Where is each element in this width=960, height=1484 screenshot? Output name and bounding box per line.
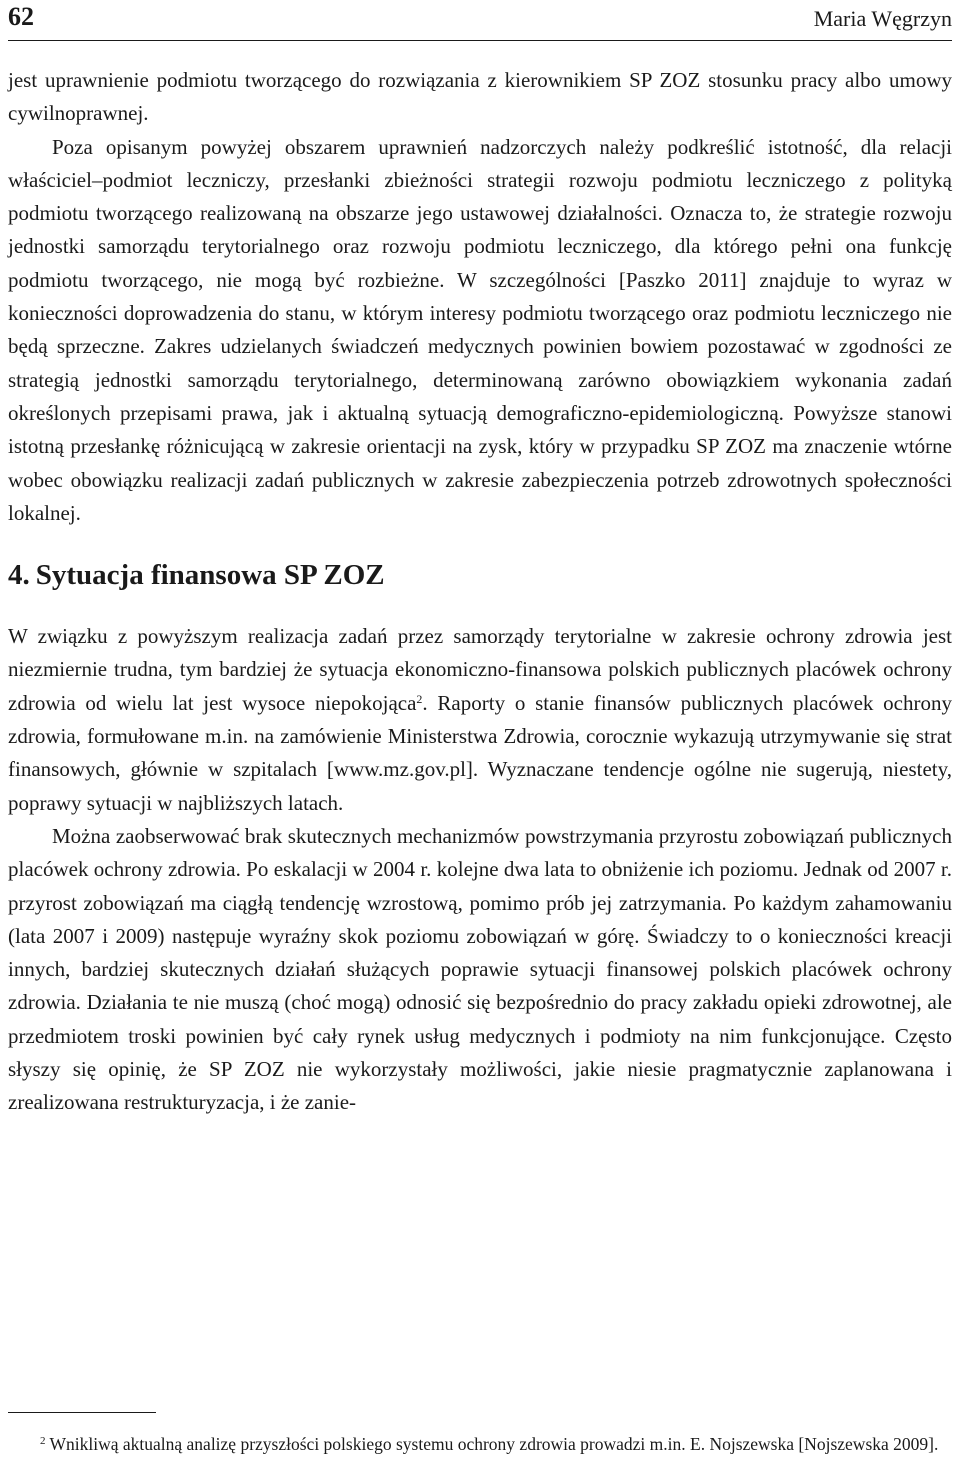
paragraph-liabilities: Można zaobserwować brak skutecznych mechanizmów powstrzymania przyrostu zobowiązań publicznych placówek ochrony zdrowia. Po eskalacji w 2004 r. kolejne dwa lata to obniżenie ich poziomu. Jednak od 2007 r. przyrost zobowiązań ma ciągłą tendencję wzrostową, pomimo prób jej zatrzymania. Po każdym zahamowaniu (lata 2007 i 2009) następuje wyraźny skok poziomu zobowiązań w górę. Świadczy to o konieczności kreacji innych, bardziej skutecznych działań służących poprawie sytuacji finansowej polskich placówek ochrony zdrowia. Działania te nie muszą (choć mogą) odnosić się bezpośrednio do pracy zakładu opieki zdrowotnej, ale przedmiotem troski powinien być cały rynek usług medycznych i podmioty na nim funkcjonujące. Często słyszy się opinię, że SP ZOZ nie wykorzystały możliwości, jakie niesie pragmatycznie zaplanowana i zrealizowana restrukturyzacja, i że zanie- [8,823,952,1115]
footnote-mark: 2 [40,1435,46,1447]
footnote [8,1428,952,1458]
section-heading [8,555,952,595]
footnote-reference: 2 [416,691,423,706]
paragraph-financial-situation [8,620,952,820]
page-number: 62 [8,2,34,31]
body-text [8,64,952,1120]
paragraph-text: W związku z powyższym realizacja zadań przez samorządy terytorialne w zakresie ochrony zdrowia jest niezmiernie trudna, tym bardziej że sytuacja ekonomiczno-finansowa polskich publicznych placówek ochrony zdrowia od wielu lat jest wysoce niepokojąca [8,624,952,715]
footnote-text: Wnikliwą aktualną analizę przyszłości polskiego systemu ochrony zdrowia prowadzi m.in. E. Nojszewska [Nojszewska 2009]. [49,1434,939,1454]
paragraph-text: . Raporty o stanie finansów publicznych placówek ochrony zdrowia, formułowane m.in. na zamówienie Ministerstwa Zdrowia, corocznie wykazują utrzymywanie się strat finansowych, głównie w szpitalach [www.mz.gov.pl]. Wyznaczane tendencje ogólne nie sugerują, niestety, poprawy sytuacji w najbliższych latach. [8,690,952,815]
section-title: Sytuacja finansowa SP ZOZ [35,559,385,592]
running-head-author: Maria Węgrzyn [813,6,952,31]
footnote-separator [8,1412,156,1413]
paragraph-supervision: Poza opisanym powyżej obszarem uprawnień nadzorczych należy podkreślić istotność, dla relacji właściciel–podmiot leczniczy, przesłanki zbieżności strategii rozwoju podmiotu leczniczego z polityką podmiotu tworzącego realizowaną na obszarze jego ustawowej działalności. Oznacza to, że strategie rozwoju jednostki samorządu terytorialnego oraz rozwoju podmiotu leczniczego, dla którego pełni ona funkcję podmiotu tworzącego, nie mogą być rozbieżne. W szczególności [Paszko 2011] znajduje to wyraz w konieczności doprowadzenia do stanu, w którym interesy podmiotu tworzącego oraz podmiotu leczniczego nie będą sprzeczne. Zakres udzielanych świadczeń medycznych powinien bowiem pozostawać w zgodności ze strategią jednostki samorządu terytorialnego, determinowaną zarówno obowiązkiem wykonania zadań określonych przepisami prawa, jak i aktualną sytuacją demograficzno-epidemiologiczną. Powyższe stanowi istotną przesłankę różnicującą w zakresie orientacji na zysk, który w przypadku SP ZOZ ma znaczenie wtórne wobec obowiązku realizacji zadań publicznych w zakresie zabezpieczenia potrzeb zdrowotnych społeczności lokalnej. [8,134,952,525]
section-number: 4. [8,559,30,592]
paragraph-continued: jest uprawnienie podmiotu tworzącego do rozwiązania z kierownikiem SP ZOZ stosunku pracy albo umowy cywilnoprawnej. [8,68,952,126]
running-header [8,0,952,41]
